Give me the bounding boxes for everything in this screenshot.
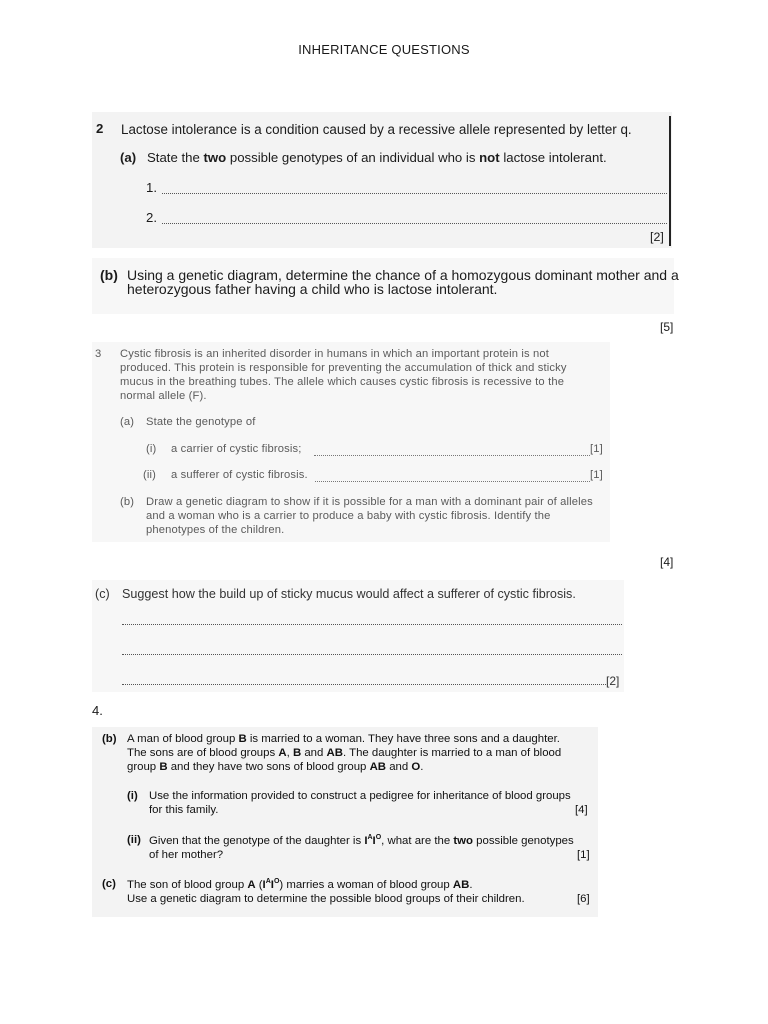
question-4c-marks: [6] <box>577 893 590 905</box>
question-4b-ii-label: (ii) <box>127 834 141 846</box>
question-4b-i-line-1: Use the information provided to construct a pedigree for inheritance of blood groups <box>149 790 571 802</box>
question-3-intro-3: mucus in the breathing tubes. The allele which causes cystic fibrosis is recessive to the <box>120 376 565 388</box>
answer-line-2[interactable] <box>162 223 667 224</box>
question-2-intro: Lactose intolerance is a condition caused by a recessive allele represented by letter q. <box>121 122 632 137</box>
question-4c-label: (c) <box>102 878 116 890</box>
question-3a-label: (a) <box>120 416 135 428</box>
answer-line-1-label: 1. <box>146 180 157 195</box>
question-4b-ii-marks: [1] <box>577 849 590 861</box>
question-3b-line-2: and a woman who is a carrier to produce a baby with cystic fibrosis. Identify the <box>146 510 551 522</box>
question-2b-marks: [5] <box>660 320 674 334</box>
answer-line-1[interactable] <box>162 193 667 194</box>
answer-line-3a-ii[interactable] <box>315 481 590 482</box>
question-4c-line-1: The son of blood group A $(I^AI^O)$ marries a woman of blood group AB. <box>127 878 473 891</box>
question-3a-ii-marks: [1] <box>590 469 603 481</box>
question-4c-line-2: Use a genetic diagram to determine the possible blood groups of their children. <box>127 893 525 905</box>
question-4b-ii-line-1: Given that the genotype of the daughter is $I^AI^O$, what are the two possible genotypes <box>149 834 574 847</box>
question-2b-line-2: heterozygous father having a child who is lactose intolerant. <box>127 281 498 297</box>
question-3b-line-1: Draw a genetic diagram to show if it is possible for a man with a dominant pair of alleles <box>146 496 593 508</box>
question-3c-label: (c) <box>95 587 110 601</box>
question-3b-line-3: phenotypes of the children. <box>146 524 285 536</box>
question-4b-line-3: group B and they have two sons of blood group AB and O. <box>127 761 424 773</box>
answer-line-3c-2[interactable] <box>122 654 622 655</box>
question-3a-i-marks: [1] <box>590 443 603 455</box>
question-3a-ii-label: (ii) <box>143 469 157 481</box>
question-4b-line-1: A man of blood group B is married to a woman. They have three sons and a daughter. <box>127 733 560 745</box>
question-4b-label: (b) <box>102 733 117 745</box>
question-3a-i-label: (i) <box>146 443 157 455</box>
question-3-intro-1: Cystic fibrosis is an inherited disorder in humans in which an important protein is not <box>120 348 550 360</box>
answer-line-3c-3[interactable] <box>122 684 606 685</box>
question-2-number: 2 <box>96 121 104 136</box>
question-2a-label: (a) <box>120 150 137 165</box>
answer-line-3c-1[interactable] <box>122 624 622 625</box>
question-3a-i-text: a carrier of cystic fibrosis; <box>171 443 302 455</box>
question-4b-i-marks: [4] <box>575 804 588 816</box>
question-4b-i-line-2: for this family. <box>149 804 219 816</box>
question-2a-text: State the two possible genotypes of an individual who is not lactose intolerant. <box>147 150 607 165</box>
question-3-intro-4: normal allele (F). <box>120 390 207 402</box>
question-4b-i-label: (i) <box>127 790 138 802</box>
question-3a-ii-text: a sufferer of cystic fibrosis. <box>171 469 308 481</box>
question-2b-line-1: Using a genetic diagram, determine the chance of a homozygous dominant mother and a <box>127 267 679 283</box>
margin-rule <box>669 116 671 246</box>
question-2a-marks: [2] <box>650 230 664 244</box>
question-3-number: 3 <box>95 348 102 360</box>
question-4b-ii-line-2: of her mother? <box>149 849 224 861</box>
question-4b-line-2: The sons are of blood groups A, B and AB. The daughter is married to a man of blood <box>127 747 562 759</box>
question-4-number: 4. <box>92 703 103 718</box>
answer-line-2-label: 2. <box>146 210 157 225</box>
page-title: INHERITANCE QUESTIONS <box>298 42 470 57</box>
question-3b-label: (b) <box>120 496 135 508</box>
question-2b-label: (b) <box>100 267 118 283</box>
question-3c-marks: [2] <box>606 674 620 688</box>
question-3b-marks: [4] <box>660 555 674 569</box>
question-3-intro-2: produced. This protein is responsible for preventing the accumulation of thick and sticky <box>120 362 567 374</box>
question-3c-text: Suggest how the build up of sticky mucus would affect a sufferer of cystic fibrosis. <box>122 587 576 601</box>
answer-line-3a-i[interactable] <box>314 455 590 456</box>
question-3a-text: State the genotype of <box>146 416 256 428</box>
